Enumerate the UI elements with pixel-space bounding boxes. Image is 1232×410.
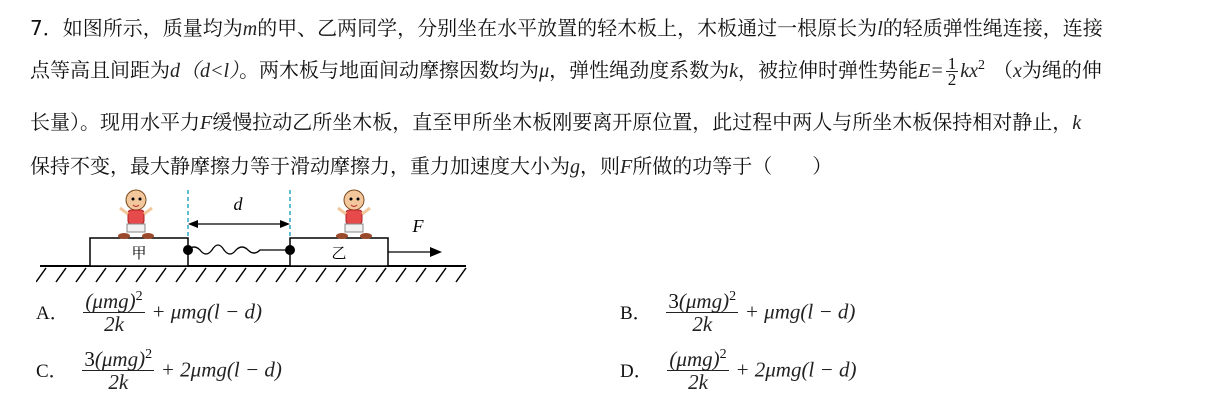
text: 为绳的伸 (1021, 58, 1102, 82)
board-left-label: 甲 (131, 244, 147, 262)
fraction-half (946, 56, 959, 87)
option-rest: + μmg(l − d) (744, 299, 856, 324)
denominator: 2k (666, 312, 738, 335)
var-kx: kx (960, 60, 978, 82)
var-g: g (570, 156, 580, 178)
option-fraction (667, 348, 728, 393)
var-F: F (620, 156, 633, 178)
numerator: (μmg) (94, 347, 146, 371)
force-arrow (388, 247, 442, 257)
option-fraction (666, 290, 738, 335)
frac-den: 2 (947, 70, 957, 89)
question-line-2 (30, 56, 1102, 87)
option-a[interactable] (36, 290, 262, 335)
text: 所做的功等于（ ） (632, 154, 833, 178)
distance-arrow (188, 220, 290, 228)
numerator: (μmg) (669, 347, 720, 371)
text: 长量）。现用水平力 (30, 110, 200, 134)
force-label: F (412, 216, 424, 236)
var-d: d (170, 60, 180, 82)
exponent: 2 (135, 289, 143, 304)
var-k: k (729, 60, 738, 82)
option-d[interactable] (620, 348, 856, 393)
option-c[interactable] (36, 348, 282, 393)
coef: 3 (84, 347, 95, 371)
condition: （d<l） (180, 60, 240, 82)
person-yi-icon (336, 190, 372, 239)
option-b[interactable] (620, 290, 855, 335)
numerator: (μmg) (678, 289, 730, 313)
text: 。两木板与地面间动摩擦因数均为 (239, 58, 540, 82)
numerator: (μmg) (85, 289, 136, 313)
text: 缓慢拉动乙所坐木板，直至甲所坐木板刚要离开原位置，此过程中两人与所坐木板保持相对静止， (212, 110, 1073, 134)
board-right-label: 乙 (331, 244, 347, 262)
distance-label: d (233, 194, 243, 214)
var-k: k (1072, 112, 1082, 134)
question-line-1 (30, 14, 1103, 43)
text: 点等高且间距为 (30, 58, 170, 82)
var-x: x (1012, 60, 1022, 82)
denominator: 2k (667, 370, 728, 393)
var-m: m (242, 18, 258, 40)
text: 7．如图所示，质量均为 (30, 16, 243, 40)
var-mu: μ (539, 60, 550, 82)
text: ，被拉伸时弹性势能 (738, 58, 918, 82)
option-fraction (83, 290, 144, 335)
question-line-3 (30, 108, 1081, 137)
option-rest: + 2μmg(l − d) (735, 357, 857, 382)
exponent: 2 (729, 289, 737, 304)
elastic-rope (183, 245, 295, 255)
var-l: l (877, 18, 883, 40)
text: 的轻质弹性绳连接，连接 (882, 16, 1103, 40)
option-rest: + 2μmg(l − d) (160, 357, 282, 382)
text: ，弹性绳劲度系数为 (549, 58, 730, 82)
person-jia-icon (118, 190, 154, 239)
question-line-4 (30, 152, 832, 181)
option-label: A． (36, 302, 69, 324)
denominator: 2k (83, 312, 144, 335)
var-E: E= (918, 60, 944, 82)
text: 保持不变，最大静摩擦力等于滑动摩擦力，重力加速度大小为 (30, 154, 570, 178)
option-fraction (82, 348, 154, 393)
physics-figure (36, 186, 476, 286)
exponent: 2 (145, 347, 153, 362)
option-rest: + μmg(l − d) (151, 299, 262, 324)
var-F: F (200, 112, 213, 134)
text: （ (992, 58, 1013, 82)
ground (36, 266, 466, 282)
text: ，则 (580, 154, 620, 178)
option-label: B． (620, 302, 652, 324)
option-label: D． (620, 360, 653, 382)
frac-num: 1 (947, 54, 957, 73)
text: 的甲、乙两同学，分别坐在水平放置的轻木板上，木板通过一根原长为 (257, 16, 878, 40)
denominator: 2k (82, 370, 154, 393)
exponent: 2 (719, 347, 727, 362)
exponent: 2 (977, 58, 985, 73)
coef: 3 (668, 289, 679, 313)
option-label: C． (36, 360, 68, 382)
